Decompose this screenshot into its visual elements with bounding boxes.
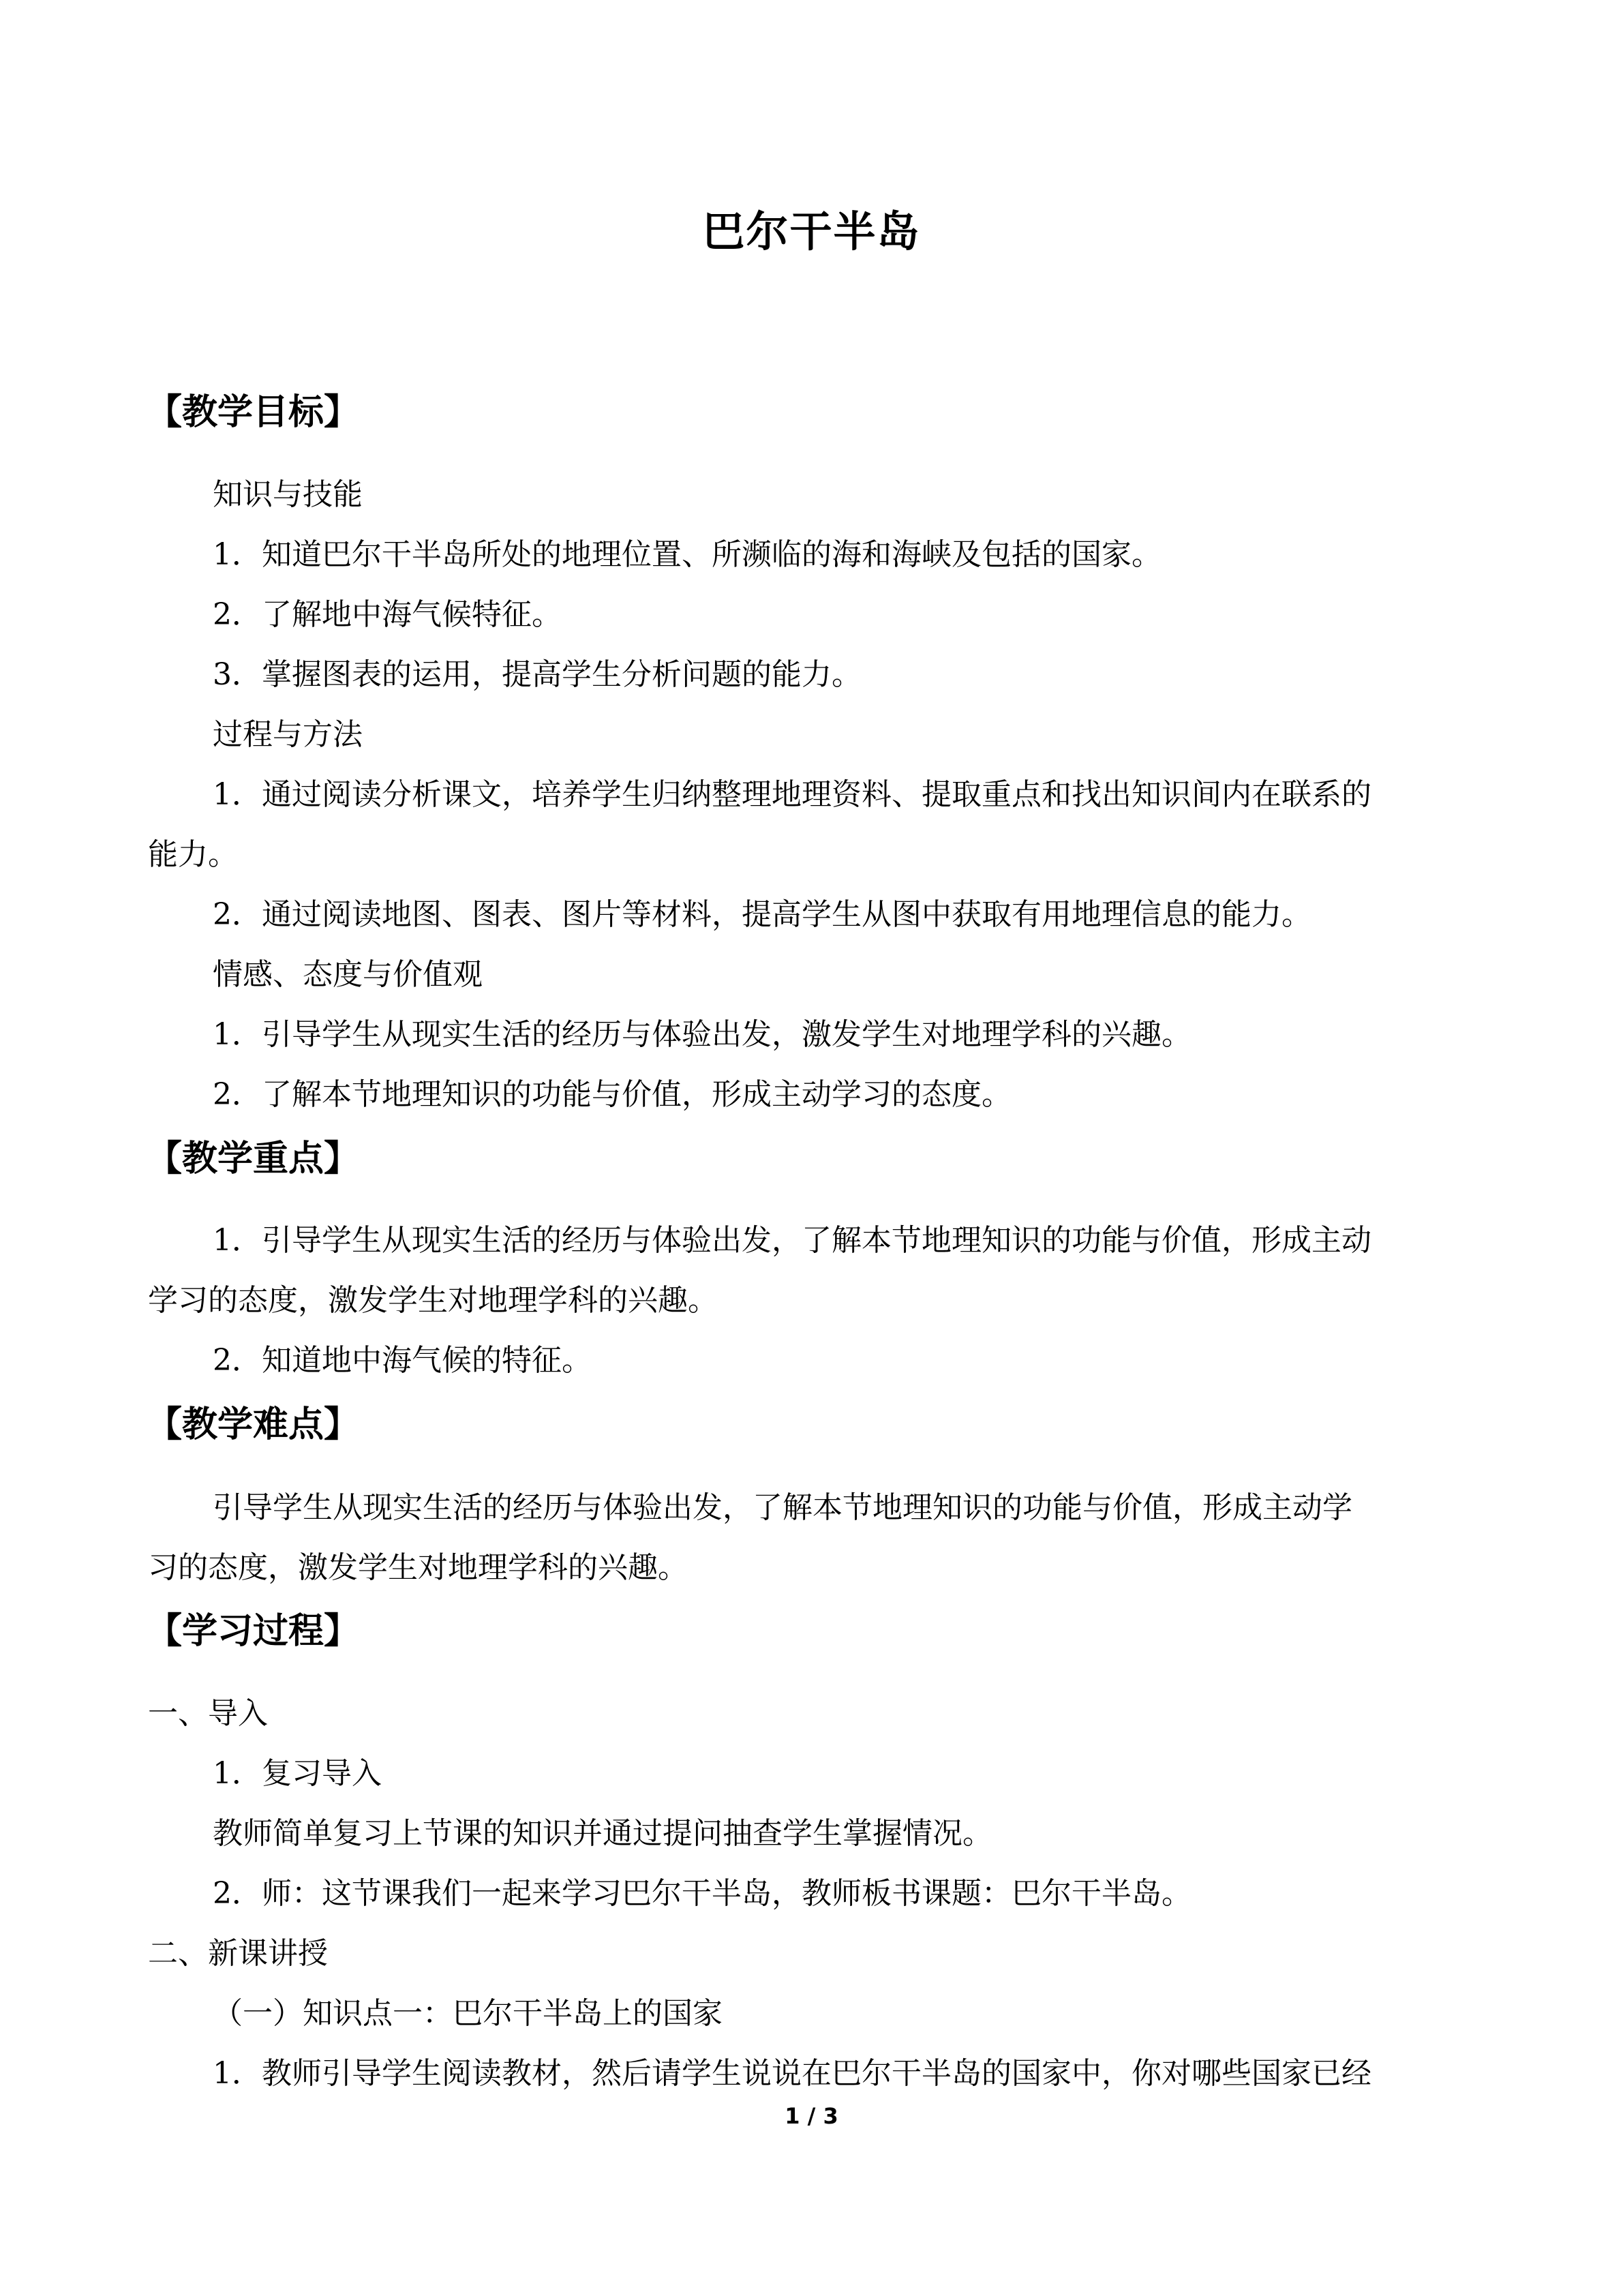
paragraph-line: 教师简单复习上节课的知识并通过提问抽查学生掌握情况。 bbox=[213, 1816, 992, 1851]
subheading-process-method: 过程与方法 bbox=[213, 717, 363, 752]
paragraph-line: 能力。 bbox=[148, 837, 238, 872]
paragraph-line: 2．通过阅读地图、图表、图片等材料，提高学生从图中获取有用地理信息的能力。 bbox=[213, 897, 1311, 932]
subheading-knowledge-point-one: （一）知识点一：巴尔干半岛上的国家 bbox=[213, 1996, 723, 2031]
paragraph-line: 3．掌握图表的运用，提高学生分析问题的能力。 bbox=[213, 657, 862, 692]
paragraph-line: 2．知道地中海气候的特征。 bbox=[213, 1343, 592, 1378]
subheading-knowledge-skills: 知识与技能 bbox=[213, 477, 363, 512]
paragraph-line: 学习的态度，激发学生对地理学科的兴趣。 bbox=[148, 1283, 718, 1318]
section-heading-process: 【学习过程】 bbox=[147, 1611, 360, 1652]
section-heading-key-points: 【教学重点】 bbox=[147, 1138, 360, 1179]
paragraph-line: 1．知道巴尔干半岛所处的地理位置、所濒临的海和海峡及包括的国家。 bbox=[213, 537, 1162, 572]
paragraph-line: 1．复习导入 bbox=[213, 1756, 382, 1791]
paragraph-line: 1．引导学生从现实生活的经历与体验出发，了解本节地理知识的功能与价值，形成主动 bbox=[213, 1223, 1371, 1258]
subheading-intro: 一、导入 bbox=[148, 1696, 268, 1731]
paragraph-line: 2．师：这节课我们一起来学习巴尔干半岛，教师板书课题：巴尔干半岛。 bbox=[213, 1876, 1192, 1911]
section-heading-objectives: 【教学目标】 bbox=[147, 392, 360, 433]
document-title: 巴尔干半岛 bbox=[702, 207, 921, 256]
section-heading-difficulties: 【教学难点】 bbox=[147, 1404, 360, 1445]
paragraph-line: 1．引导学生从现实生活的经历与体验出发，激发学生对地理学科的兴趣。 bbox=[213, 1017, 1192, 1052]
paragraph-line: 2．了解本节地理知识的功能与价值，形成主动学习的态度。 bbox=[213, 1077, 1012, 1112]
paragraph-line: 引导学生从现实生活的经历与体验出发，了解本节地理知识的功能与价值，形成主动学 bbox=[213, 1490, 1352, 1525]
subheading-new-lesson: 二、新课讲授 bbox=[148, 1936, 328, 1971]
paragraph-line: 2．了解地中海气候特征。 bbox=[213, 597, 562, 632]
paragraph-line: 习的态度，激发学生对地理学科的兴趣。 bbox=[148, 1550, 688, 1585]
paragraph-line: 1．通过阅读分析课文，培养学生归纳整理地理资料、提取重点和找出知识间内在联系的 bbox=[213, 777, 1371, 812]
subheading-emotion-values: 情感、态度与价值观 bbox=[213, 957, 483, 992]
page-number: 1 / 3 bbox=[785, 2103, 838, 2129]
paragraph-line: 1．教师引导学生阅读教材，然后请学生说说在巴尔干半岛的国家中，你对哪些国家已经 bbox=[213, 2056, 1371, 2091]
